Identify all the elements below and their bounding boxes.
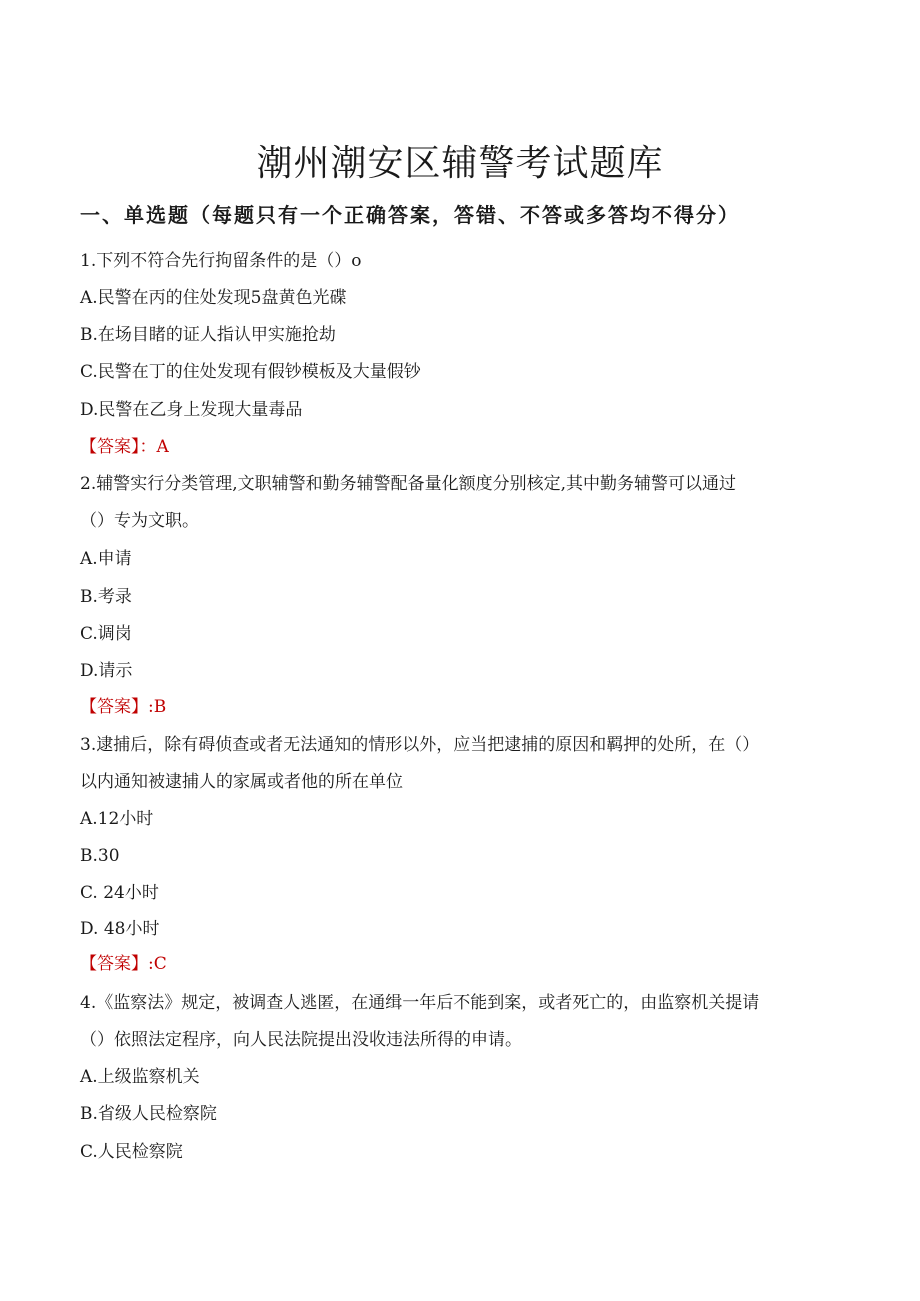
question-4-stem-line-1: 4.《监察法》规定，被调查人逃匿，在通缉一年后不能到案，或者死亡的，由监察机关提请	[80, 993, 760, 1013]
question-1-option-c: C.民警在丁的住处发现有假钞模板及大量假钞	[80, 362, 421, 382]
question-1-answer: 【答案】：A	[80, 437, 169, 457]
question-4-stem-line-2: （）依照法定程序，向人民法院提出没收违法所得的申请。	[80, 1030, 522, 1050]
question-3-option-c: C. 24小时	[80, 883, 159, 903]
question-2-answer: 【答案】:B	[80, 697, 167, 717]
question-3-stem-line-1: 3.逮捕后，除有碍侦查或者无法通知的情形以外，应当把逮捕的原因和羁押的处所，在（）	[80, 735, 760, 755]
question-1-stem: 1.下列不符合先行拘留条件的是（）o	[80, 251, 362, 271]
question-3-stem-line-2: 以内通知被逮捕人的家属或者他的所在单位	[80, 772, 403, 792]
question-2-option-b: B.考录	[80, 587, 132, 607]
question-1-option-a: A.民警在丙的住处发现5盘黄色光碟	[80, 288, 347, 308]
question-3-option-b: B.30	[80, 846, 120, 866]
question-4-option-c: C.人民检察院	[80, 1142, 183, 1162]
section-heading: 一、单选题（每题只有一个正确答案，答错、不答或多答均不得分）	[80, 203, 740, 227]
question-2-option-c: C.调岗	[80, 624, 132, 644]
question-1-option-b: B.在场目睹的证人指认甲实施抢劫	[80, 325, 336, 345]
question-1-option-d: D.民警在乙身上发现大量毒品	[80, 400, 303, 420]
question-4-option-a: A.上级监察机关	[80, 1067, 200, 1087]
question-2-stem-line-1: 2.辅警实行分类管理,文职辅警和勤务辅警配备量化额度分别核定,其中勤务辅警可以通过	[80, 474, 737, 494]
document-title: 潮州潮安区辅警考试题库	[256, 143, 664, 184]
question-4-option-b: B.省级人民检察院	[80, 1104, 217, 1124]
question-3-option-d: D. 48小时	[80, 919, 160, 939]
question-2-stem-line-2: （）专为文职。	[80, 511, 199, 531]
question-2-option-d: D.请示	[80, 661, 133, 681]
question-3-option-a: A.12小时	[80, 809, 154, 829]
question-2-option-a: A.申请	[80, 549, 132, 569]
question-3-answer: 【答案】:C	[80, 954, 167, 974]
